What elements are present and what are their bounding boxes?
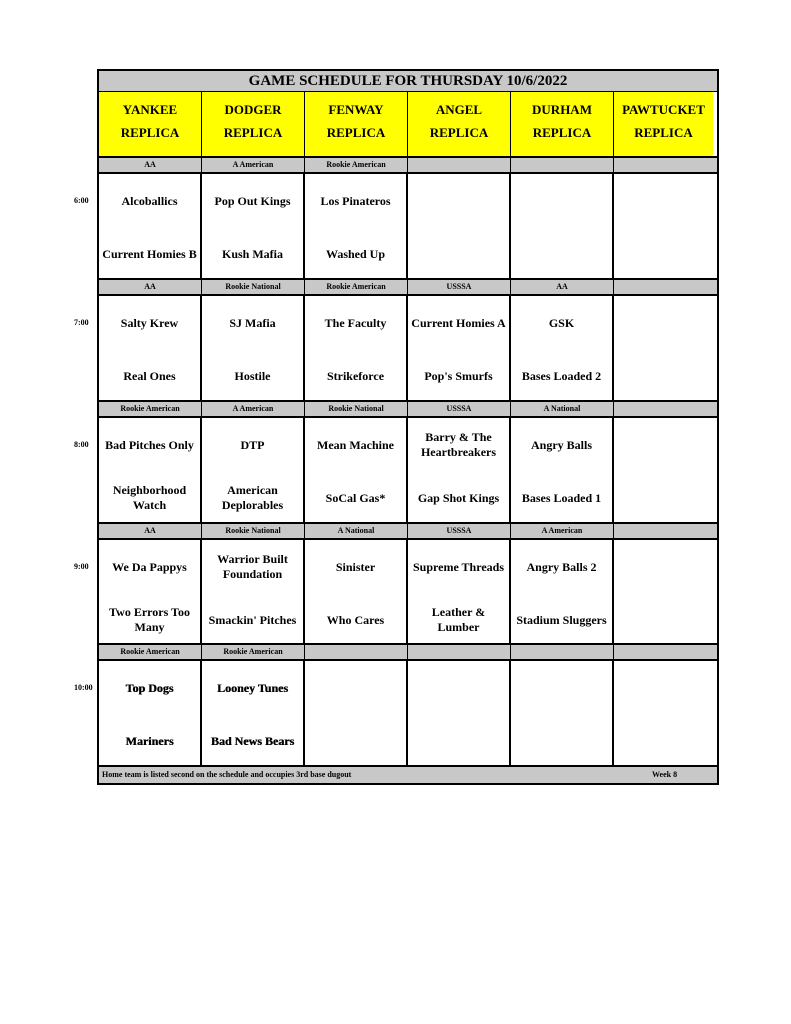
division-label: AA <box>511 280 614 294</box>
footer-note: Home team is listed second on the schedule and occupies 3rd base dugout <box>102 770 352 779</box>
division-label: Rookie American <box>202 645 305 659</box>
home-team: Strikeforce <box>326 368 385 383</box>
division-label: AA <box>99 158 202 172</box>
page-title: GAME SCHEDULE FOR THURSDAY 10/6/2022 <box>99 71 717 92</box>
field-header <box>614 92 713 156</box>
away-team: DTP <box>240 437 265 452</box>
division-label: Rookie American <box>99 645 202 659</box>
division-row <box>99 400 717 418</box>
away-team <box>307 671 404 705</box>
game-cell <box>99 540 202 644</box>
away-team: Sinister <box>335 559 376 574</box>
week-label: Week 8 <box>652 770 678 779</box>
away-team: Angry Balls <box>530 437 592 452</box>
away-team: Current Homies A <box>411 315 506 330</box>
division-label: USSSA <box>408 524 511 538</box>
division-label: A National <box>305 524 408 538</box>
game-cell <box>511 296 614 400</box>
division-label: Rookie American <box>305 280 408 294</box>
division-label: A American <box>202 402 305 416</box>
time-label: 8:00 <box>74 440 89 449</box>
game-cell <box>202 174 305 278</box>
home-team <box>616 724 715 758</box>
home-team: Washed Up <box>325 246 386 261</box>
away-team: Mean Machine <box>317 437 394 452</box>
division-row <box>99 156 717 174</box>
away-team: Looney Tunes <box>216 680 289 695</box>
home-team: American Deplorables <box>221 483 284 512</box>
division-label <box>408 645 511 659</box>
home-team: Bases Loaded 2 <box>521 368 602 383</box>
game-cell <box>408 540 511 644</box>
field-type: REPLICA <box>429 125 489 140</box>
away-team: Salty Krew <box>120 315 179 330</box>
division-label: A American <box>202 158 305 172</box>
away-team: The Faculty <box>324 315 387 330</box>
field-type: REPLICA <box>223 125 283 140</box>
game-cell <box>305 661 408 765</box>
away-team: Alcoballics <box>121 193 178 208</box>
home-team: SoCal Gas* <box>325 490 386 505</box>
away-team <box>616 184 715 218</box>
game-cell <box>99 418 202 522</box>
away-team: Warrior Built Foundation <box>217 552 288 581</box>
division-label: Rookie National <box>202 280 305 294</box>
division-label <box>614 402 717 416</box>
game-cell <box>511 174 614 278</box>
division-row <box>99 643 717 661</box>
game-cell <box>305 296 408 400</box>
game-cell <box>408 174 511 278</box>
home-team: Stadium Sluggers <box>516 612 607 627</box>
away-team <box>410 671 507 705</box>
home-team: Smackin' Pitches <box>208 612 297 627</box>
home-team <box>410 237 507 271</box>
division-label: Rookie American <box>99 402 202 416</box>
away-team <box>616 550 715 584</box>
division-label <box>305 645 408 659</box>
footer-bar <box>99 765 717 783</box>
field-type: REPLICA <box>634 125 693 140</box>
field-name: DODGER <box>224 102 282 117</box>
away-team: Barry & The Heartbreakers <box>420 430 497 459</box>
division-label: Rookie National <box>202 524 305 538</box>
time-label: 9:00 <box>74 562 89 571</box>
division-label: A American <box>511 524 614 538</box>
field-type: REPLICA <box>326 125 386 140</box>
game-cell <box>614 661 717 765</box>
home-team <box>513 724 610 758</box>
division-label <box>614 524 717 538</box>
away-team <box>513 184 610 218</box>
field-name: PAWTUCKET <box>622 102 705 117</box>
game-cell <box>202 418 305 522</box>
field-name: ANGEL <box>435 102 483 117</box>
home-team: Neighborhood Watch <box>112 483 187 512</box>
division-row <box>99 278 717 296</box>
game-cell <box>99 174 202 278</box>
away-team: GSK <box>548 315 575 330</box>
division-label: Rookie National <box>305 402 408 416</box>
field-header <box>408 92 511 156</box>
away-team: We Da Pappys <box>112 559 187 574</box>
home-team: Bad News Bears <box>210 733 295 748</box>
home-team <box>616 237 715 271</box>
home-team: Real Ones <box>123 368 176 383</box>
game-cell <box>202 296 305 400</box>
home-team: Hostile <box>234 368 271 383</box>
home-team: Bases Loaded 1 <box>521 490 602 505</box>
division-label: AA <box>99 280 202 294</box>
home-team <box>513 237 610 271</box>
division-label <box>614 645 717 659</box>
game-cell <box>202 661 305 765</box>
home-team: Who Cares <box>326 612 385 627</box>
home-team <box>307 724 404 758</box>
game-cell <box>99 661 202 765</box>
division-label <box>408 158 511 172</box>
game-cell <box>408 418 511 522</box>
schedule-sheet <box>97 69 719 785</box>
home-team <box>616 359 715 393</box>
home-team: Pop's Smurfs <box>424 368 493 383</box>
game-cell <box>408 296 511 400</box>
field-name: FENWAY <box>328 102 384 117</box>
game-cell <box>614 540 717 644</box>
field-type: REPLICA <box>532 125 592 140</box>
game-cell <box>511 418 614 522</box>
home-team <box>410 724 507 758</box>
division-label <box>614 280 717 294</box>
game-cell <box>305 174 408 278</box>
home-team: Kush Mafia <box>221 246 283 261</box>
game-cell <box>511 661 614 765</box>
division-label: AA <box>99 524 202 538</box>
division-label: USSSA <box>408 280 511 294</box>
home-team: Mariners <box>125 733 174 748</box>
division-label <box>614 158 717 172</box>
division-label: USSSA <box>408 402 511 416</box>
field-header <box>511 92 614 156</box>
division-label <box>511 158 614 172</box>
game-cell <box>202 540 305 644</box>
division-label: A National <box>511 402 614 416</box>
game-cell <box>408 661 511 765</box>
division-label: Rookie American <box>305 158 408 172</box>
home-team <box>616 481 715 515</box>
division-label <box>511 645 614 659</box>
home-team: Gap Shot Kings <box>417 490 500 505</box>
away-team: SJ Mafia <box>229 315 276 330</box>
time-label: 7:00 <box>74 318 89 327</box>
time-label: 10:00 <box>74 683 93 692</box>
time-label: 6:00 <box>74 196 89 205</box>
home-team: Current Homies B <box>102 246 197 261</box>
game-cell <box>511 540 614 644</box>
game-cell <box>614 296 717 400</box>
away-team <box>616 671 715 705</box>
away-team: Los Pinateros <box>320 193 391 208</box>
field-type: REPLICA <box>120 125 180 140</box>
field-name: YANKEE <box>122 102 178 117</box>
game-cell <box>305 418 408 522</box>
home-team: Leather & Lumber <box>431 605 486 634</box>
away-team: Top Dogs <box>125 680 174 695</box>
home-team: Two Errors Too Many <box>109 605 190 634</box>
away-team <box>616 306 715 340</box>
away-team <box>410 184 507 218</box>
away-team: Bad Pitches Only <box>105 437 194 452</box>
game-cell <box>614 174 717 278</box>
field-name: DURHAM <box>532 102 592 117</box>
division-row <box>99 522 717 540</box>
field-header <box>305 92 408 156</box>
away-team: Angry Balls 2 <box>526 559 597 574</box>
home-team <box>616 603 715 637</box>
game-cell <box>305 540 408 644</box>
away-team <box>513 671 610 705</box>
away-team: Pop Out Kings <box>214 193 291 208</box>
away-team: Supreme Threads <box>412 559 505 574</box>
away-team <box>616 428 715 462</box>
game-cell <box>99 296 202 400</box>
field-header <box>99 92 202 156</box>
field-header <box>202 92 305 156</box>
game-cell <box>614 418 717 522</box>
